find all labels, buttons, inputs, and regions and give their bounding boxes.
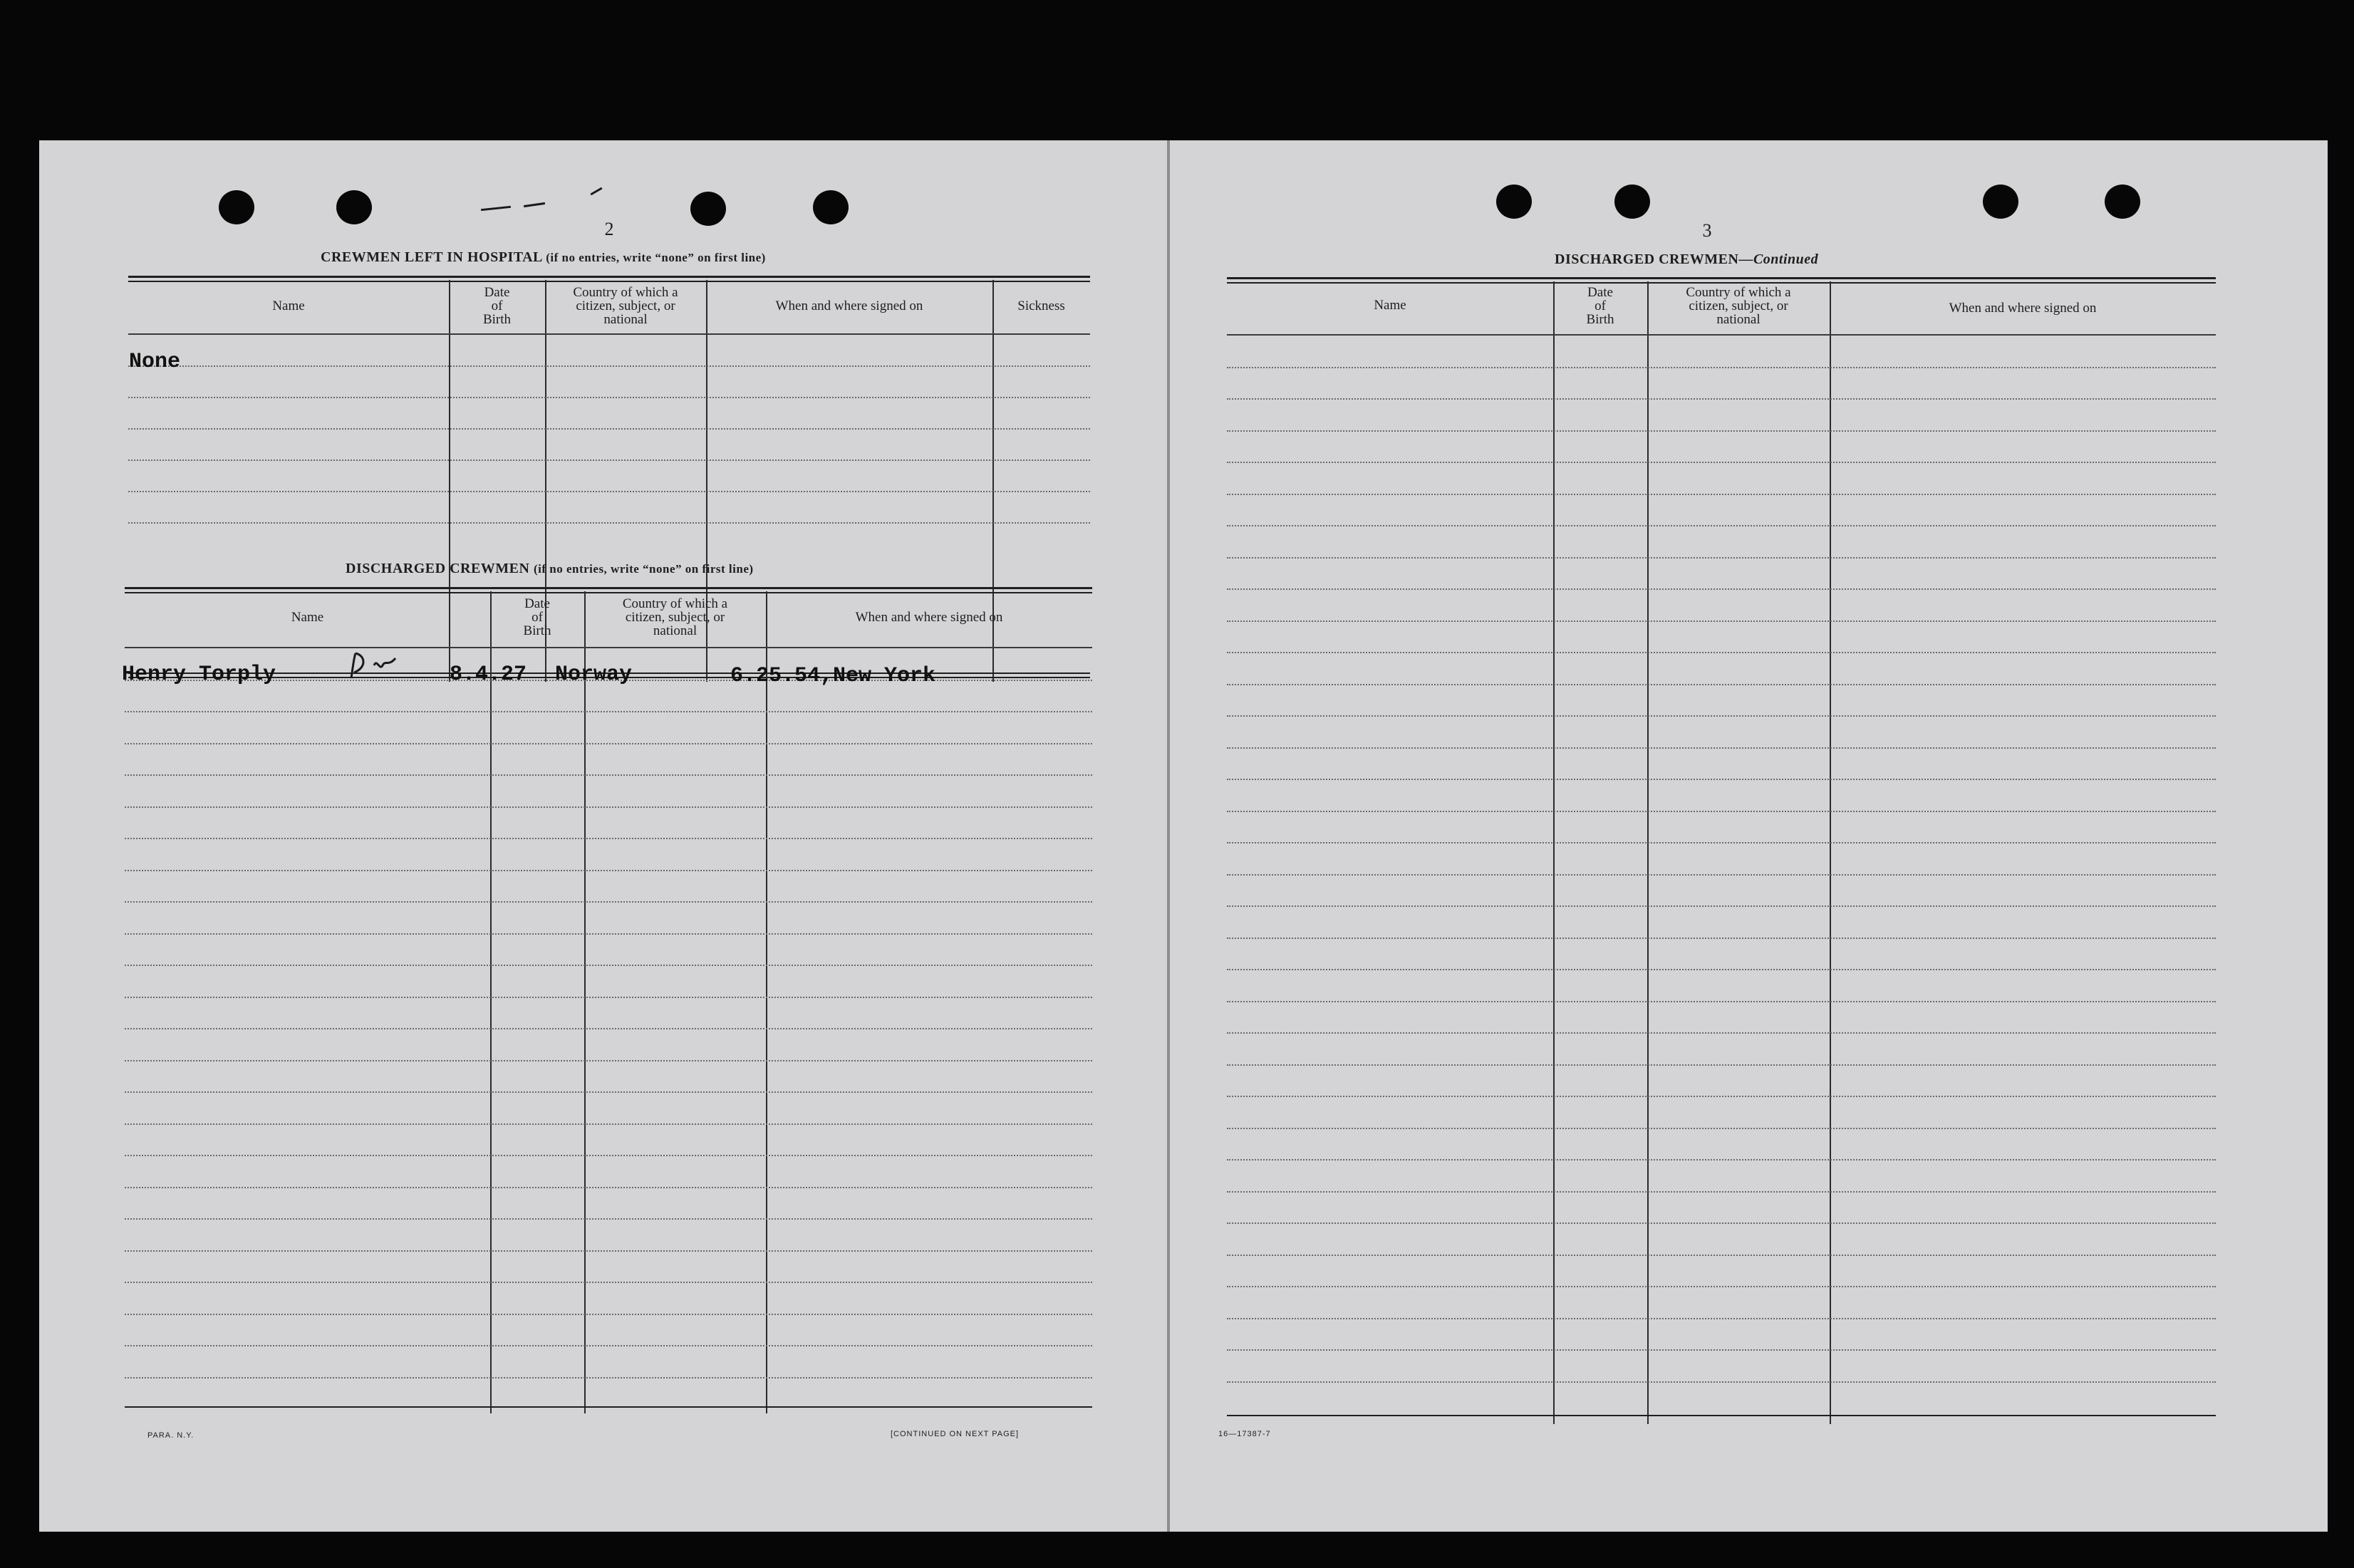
hospital-entry-none: None (129, 350, 181, 374)
footer-left: 16—17387-7 (1218, 1430, 1271, 1438)
ruled-line (128, 459, 1090, 461)
hospital-section-title (321, 249, 766, 266)
discharged-section-title (346, 561, 754, 577)
punch-hole (690, 192, 726, 226)
ruled-line (1227, 715, 2216, 717)
discharged-birth-cell: 8.4.27 (450, 663, 527, 687)
ruled-line (1227, 1190, 2216, 1193)
ruled-line (1227, 1222, 2216, 1224)
ruled-line (128, 427, 1090, 430)
pen-mark (481, 206, 511, 211)
punch-hole (2105, 185, 2140, 219)
ruled-line (125, 996, 1092, 998)
ruled-line (1227, 556, 2216, 559)
ruled-line (1227, 1127, 2216, 1129)
ruled-line (125, 1217, 1092, 1220)
ruled-line (1227, 1381, 2216, 1383)
ruled-line (125, 1123, 1092, 1125)
ruled-line (1227, 651, 2216, 653)
ruled-line (128, 396, 1090, 398)
page-number: 2 (604, 219, 614, 239)
ruled-line (125, 1091, 1092, 1093)
column-header-birth: Date of Birth (482, 285, 512, 327)
column-header-name: Name (291, 610, 324, 625)
discharged-continued-table (1227, 277, 2216, 1424)
ruled-line (1227, 778, 2216, 780)
ruled-line (125, 964, 1092, 966)
ruled-line (125, 869, 1092, 871)
ruled-line (125, 933, 1092, 935)
column-header-name: Name (272, 298, 305, 313)
right-page (1170, 140, 2328, 1532)
footer-left: PARA. N.Y. (147, 1431, 195, 1440)
ruled-line (125, 774, 1092, 776)
ruled-line (1227, 1158, 2216, 1161)
ruled-line (1227, 1000, 2216, 1002)
ruled-line (125, 837, 1092, 839)
ruled-line (1227, 588, 2216, 590)
ruled-line (125, 1281, 1092, 1283)
discharged-signed-on-cell: 6.25.54,New York (730, 664, 936, 688)
discharged-title-subtitle: (if no entries, write “none” on first line) (533, 562, 754, 576)
ruled-line (125, 1027, 1092, 1029)
punch-hole (219, 190, 254, 224)
ruled-line (1227, 620, 2216, 622)
discharged-continued-title (1555, 251, 1818, 268)
column-header-signed-on: When and where signed on (775, 298, 923, 313)
hospital-title-subtitle: (if no entries, write “none” on first line) (546, 251, 766, 264)
column-header-name: Name (1374, 298, 1406, 313)
ruled-line (1227, 683, 2216, 685)
page-number: 3 (1702, 220, 1712, 241)
ruled-line (1227, 493, 2216, 495)
ruled-line (125, 1250, 1092, 1252)
ruled-line (125, 1186, 1092, 1188)
ruled-line (125, 1313, 1092, 1315)
column-header-country: Country of which a citizen, subject, or national (573, 285, 678, 327)
ruled-line (125, 900, 1092, 903)
ruled-line (1227, 841, 2216, 843)
ruled-line (1227, 1032, 2216, 1034)
ruled-line (1227, 873, 2216, 876)
punch-hole (1983, 185, 2018, 219)
ruled-line (1227, 1317, 2216, 1319)
ruled-line (125, 806, 1092, 808)
pen-mark (590, 187, 602, 196)
ruled-line (1227, 1095, 2216, 1097)
ruled-line (1227, 968, 2216, 970)
ruled-line (125, 1376, 1092, 1379)
ruled-line (1227, 430, 2216, 432)
ruled-line (1227, 366, 2216, 368)
punch-hole (813, 190, 849, 224)
ruled-line (1227, 398, 2216, 400)
ruled-line (1227, 905, 2216, 907)
punch-hole (336, 190, 372, 224)
column-header-sickness: Sickness (1017, 298, 1065, 313)
discharged-name-cell: Henry Torply (122, 663, 276, 687)
ruled-line (125, 1059, 1092, 1061)
pen-mark (524, 202, 545, 207)
punch-hole (1614, 185, 1650, 219)
ruled-line (1227, 810, 2216, 812)
column-header-birth: Date of Birth (1586, 285, 1614, 327)
ruled-line (1227, 1254, 2216, 1256)
discharged-country-cell: Norway (555, 663, 633, 687)
hospital-title-text: CREWMEN LEFT IN HOSPITAL (321, 249, 542, 265)
handwritten-initials (346, 650, 410, 689)
discharged-title-text: DISCHARGED CREWMEN (346, 561, 530, 576)
column-header-signed-on: When and where signed on (855, 610, 1003, 625)
column-header-country: Country of which a citizen, subject, or national (1686, 285, 1791, 327)
ruled-line (1227, 1064, 2216, 1066)
column-header-signed-on: When and where signed on (1949, 301, 2097, 316)
footer-right: [CONTINUED ON NEXT PAGE] (891, 1430, 1020, 1438)
ruled-line (1227, 937, 2216, 939)
discharged-table (125, 587, 1092, 1413)
discharged-continued-title-text: DISCHARGED CREWMEN (1555, 251, 1739, 267)
ruled-line (1227, 747, 2216, 749)
ruled-line (125, 1154, 1092, 1156)
ruled-line (1227, 524, 2216, 526)
ruled-line (125, 710, 1092, 712)
ruled-line (128, 365, 1090, 367)
ruled-line (125, 1344, 1092, 1346)
continued-suffix: —Continued (1738, 251, 1819, 267)
column-header-country: Country of which a citizen, subject, or national (622, 596, 728, 638)
column-header-birth: Date of Birth (523, 596, 551, 638)
ruled-line (1227, 461, 2216, 463)
ruled-line (128, 521, 1090, 524)
ruled-line (1227, 1285, 2216, 1287)
punch-hole (1496, 185, 1532, 219)
ruled-line (1227, 1349, 2216, 1351)
ruled-line (128, 490, 1090, 492)
left-page (39, 140, 1167, 1532)
ruled-line (125, 742, 1092, 744)
